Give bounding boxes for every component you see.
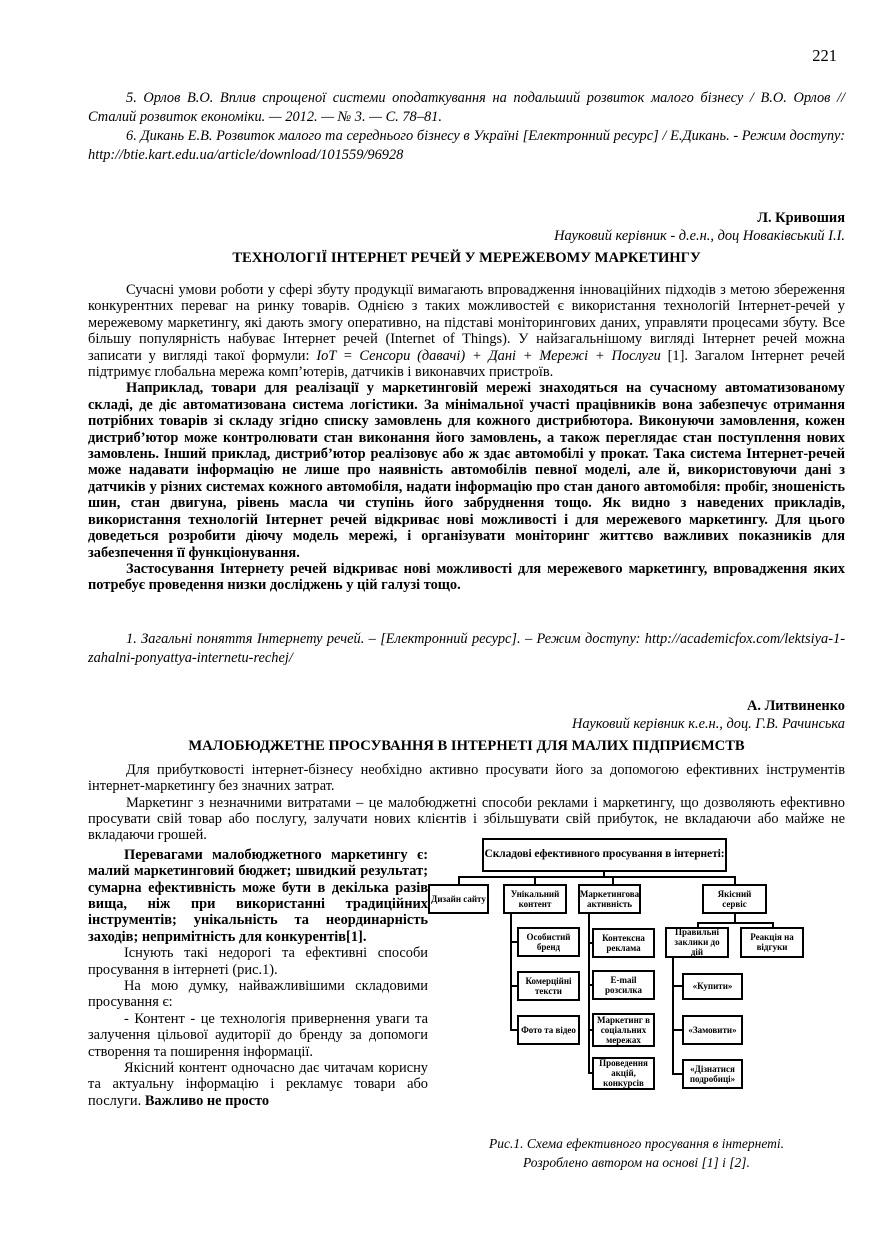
page-number: 221 [812, 46, 837, 65]
inexpensive-ways-paragraph: Існують такі недорогі та ефективні способи просування в інтернеті (рис.1). [88, 945, 428, 978]
paragraph-text: [1]. Загалом Інтернет речей підтримує глобальна мережа комп’ютерів, датчиків і виконавчих пристроїв. [88, 347, 845, 381]
figure-box-buy-button-label: «Купити» [682, 973, 743, 1000]
reference-item: 6. Дикань Е.В. Розвиток малого та середнього бізнесу в Україні [Електронний ресурс] / Е.Дикань. - Режим доступу: http://btie.kart.edu.ua/article/download/101559/96928 [88, 128, 845, 163]
figure-box-learn-more-label: «Дізнатися подробиці» [682, 1059, 743, 1089]
connector-line [510, 941, 517, 943]
article2-paragraph-1: Для прибутковості інтернет-бізнесу необхідно активно просувати його за допомогою ефективних інструментів інтернет-маркетингу без значних затрат. [88, 761, 845, 795]
author-name: А. Литвиненко [746, 697, 845, 714]
advantages-paragraph: Перевагами малобюджетного маркетингу є: малий маркетинговий бюджет; швидкий результат; сумарна ефективність може бути в декілька разів вища, ніж при використанні традиційних інструментів; унікальність та неординарність заходів; непримітність для конкурентів[1]. [88, 846, 428, 945]
connector-line [672, 1029, 682, 1031]
figure-column [428, 847, 845, 1173]
connector-line [510, 985, 517, 987]
content-definition-paragraph: - Контент - це технологія привернення уваги та залучення цільової аудиторії до бренду за допомоги створення та поширення інформації. [88, 1010, 428, 1060]
article1-paragraph-3: Застосування Інтернету речей відкриває нові можливості для мережевого маркетингу, впровадження яких потребує проведення низки досліджень у цій галузі тощо. [88, 560, 845, 594]
figure-box-quality-service: Якісний сервіс [702, 884, 767, 914]
figure-box-promotions-contests: Проведення акцій, конкурсів [592, 1057, 655, 1090]
supervisor-line: Науковий керівник - д.е.н., доц Новаківський І.І. [554, 228, 845, 244]
reference-item: 5. Орлов В.О. Вплив спрощеної системи оподаткування на подальший розвиток малого бізнесу / В.О. Орлов // Сталий розвиток економіки. — 2012. — № 3. — С. 78–81. [88, 90, 845, 125]
figure-1-diagram [428, 838, 810, 1090]
left-text-column [88, 847, 428, 1173]
figure-box-social-media-marketing: Маркетинг в соціальних мережах [592, 1013, 655, 1047]
connector-line [734, 914, 736, 922]
author-name: Л. Кривошия [757, 210, 845, 226]
article1-title: ТЕХНОЛОГІЇ ІНТЕРНЕТ РЕЧЕЙ У МЕРЕЖЕВОМУ МАРКЕТИНГУ [232, 250, 701, 266]
figure-box-feedback-reaction: Реакція на відгуки [740, 927, 804, 958]
quality-content-paragraph [88, 1060, 428, 1109]
paragraph-text: Сучасні умови роботи у сфері збуту продукції вимагають впровадження інноваційних підходів з метою збереження конкурентних переваг на ринку товарів. Однією з таких можливостей є використання технологій Інтернет-речей у мережевому маркетингу, які дають змогу оперативно, на підставі моніторингових даних, управляти процесами збуту. Все більшу популярність набуває Інтернет речей (Internet of Things). У найзагальнішому вигляді Інтернет речей можна записати у вигляді такої формули: [88, 282, 845, 364]
connector-line [697, 922, 774, 924]
figure-box-photo-video: Фото та відео [517, 1015, 580, 1045]
connector-line [510, 914, 512, 1031]
figure-box-email-campaign: E-mail розсилка [592, 970, 655, 1000]
article1-paragraph-1 [88, 282, 845, 380]
figure-caption-line1: Рис.1. Схема ефективного просування в інтернеті. [488, 1135, 785, 1151]
opinion-paragraph: На мою думку, найважливішими складовими просування є: [88, 978, 428, 1011]
connector-line [672, 985, 682, 987]
figure-box-order-button-label: «Замовити» [682, 1015, 743, 1045]
figure-box-root: Складові ефективного просування в інтернеті: [482, 838, 727, 872]
byline-article1 [88, 209, 845, 245]
figure-box-personal-brand: Особистий бренд [517, 927, 580, 957]
article2-paragraph-2: Маркетинг з незначними витратами – це малобюджетні способи реклами і маркетингу, що дозволяють ефективно просувати свій товар або послугу, залучати нових клієнтів і збільшувати свій прибуток, не вкладаючи або майже не вкладаючи грошей. [88, 794, 845, 844]
figure-box-unique-content: Унікальний контент [503, 884, 567, 914]
figure-box-marketing-activity: Маркетингова активність [578, 884, 641, 914]
figure-box-calls-to-action: Правильні заклики до дій [665, 927, 729, 958]
connector-line [672, 958, 674, 1075]
article1-paragraph-2: Наприклад, товари для реалізації у маркетинговій мережі знаходяться на сучасному автоматизованому складі, де діє автоматизована система логістики. За мінімальної участі працівників вона забезпечує отримання потрібних товарів зі складу згідно списку замовлень для кожного дистрибютора. Виконуючи замовлення, кожен дистриб’ютор може контролювати стан виконання його замовлень, а також переглядає стан поступлення нових замовлень. Інший приклад, дистриб’ютор реалізовує або ж здає автомобілі у прокат. Така система Інтернет-речей може надавати інформацію не лише про наявність автомобілів певної моделі, але й, використовуючи дані з датчиків у різних системах кожного автомобіля, надати інформацію про стан даного автомобіля: пробіг, зношеність шин, стан двигуна, рівень масла чи ступінь його забруднення тощо. Як видно з наведених прикладів, використання технологій Інтернет речей відкриває нові можливості і для мережевого маркетингу. Для цього доведеться розробити діючу модель мережі, і організувати моніторинг життєво важливих показників для забезпечення її функціонування. [88, 380, 845, 561]
figure-box-site-design: Дизайн сайту [428, 884, 489, 914]
connector-line [672, 1073, 682, 1075]
connector-line [458, 876, 736, 878]
connector-line [588, 914, 590, 1074]
two-column-section [88, 847, 845, 1173]
figure-box-commercial-texts: Комерційні тексти [517, 971, 580, 1001]
emphasized-text: Важливо не просто [144, 1092, 270, 1109]
figure-box-contextual-ads: Контексна реклама [592, 928, 655, 958]
byline-article2 [88, 697, 845, 733]
references-list [88, 0, 845, 165]
iot-formula: IoT = Сенсори (давачі) + Дані + Мережі + Послуги [316, 347, 661, 364]
supervisor-line: Науковий керівник к.е.н., доц. Г.В. Рачинська [571, 715, 845, 732]
connector-line [510, 1029, 517, 1031]
figure-caption-line2: Розроблено автором на основі [1] і [2]. [523, 1155, 750, 1171]
article2-title: МАЛОБЮДЖЕТНЕ ПРОСУВАННЯ В ІНТЕРНЕТІ ДЛЯ МАЛИХ ПІДПРИЄМСТВ [188, 737, 745, 754]
figure-caption [428, 1134, 845, 1173]
article1-reference: 1. Загальні поняття Інтернету речей. – [Електронний ресурс]. – Режим доступу: http://academicfox.com/lektsiya-1-zahalni-ponyattya-internetu-rechej/ [88, 630, 845, 666]
paragraph-text: Якісний контент одночасно дає читачам корисну та актуальну інформацію і рекламує товари або послуги. [88, 1060, 428, 1109]
